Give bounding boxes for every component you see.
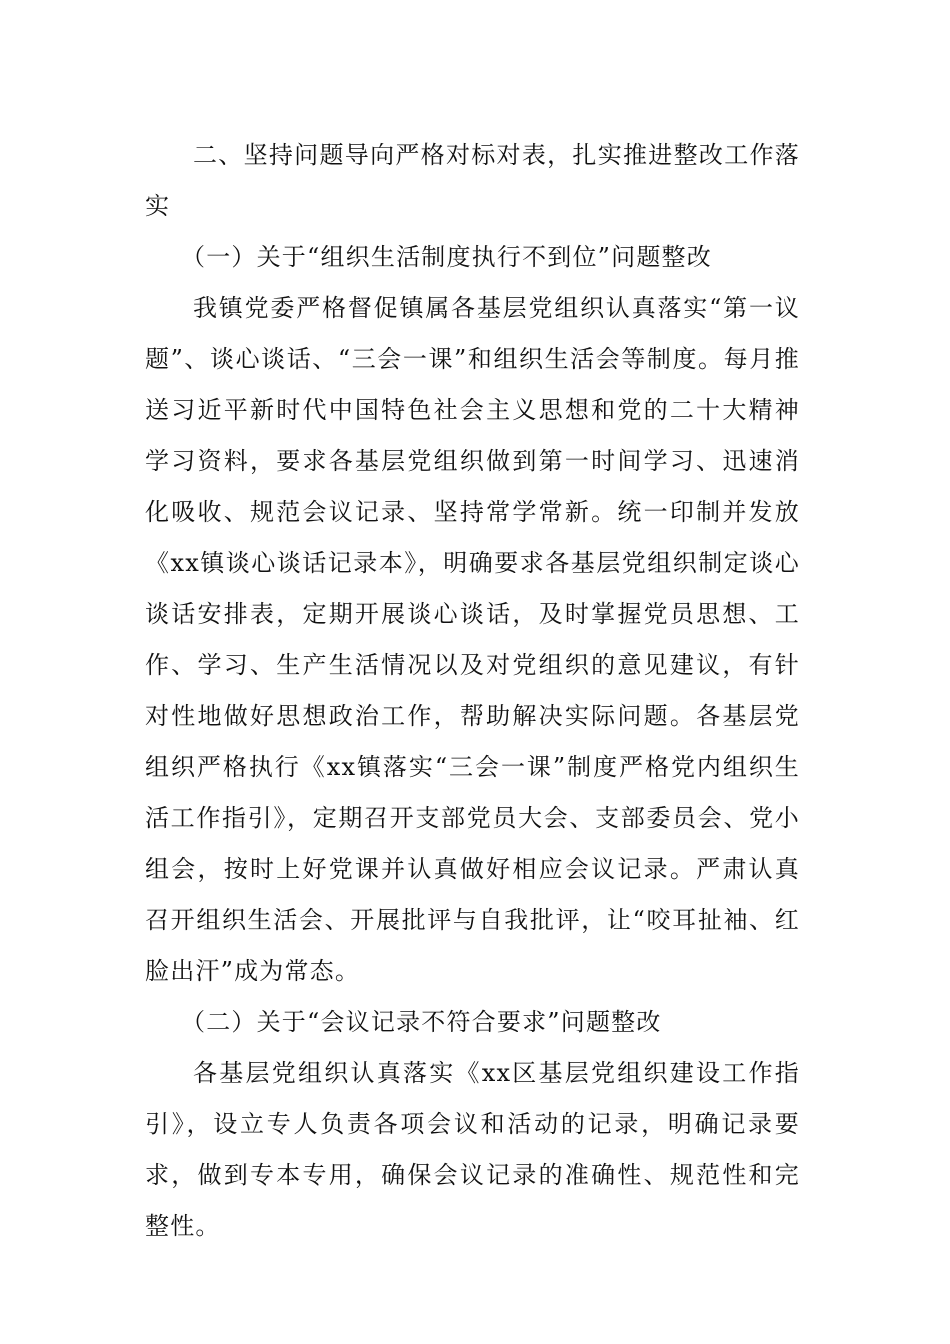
document-body [145, 130, 800, 1252]
subsection-2-paragraph: 各基层党组织认真落实《xx区基层党组织建设工作指引》，设立专人负责各项会议和活动的记录，明确记录要求，做到专本专用，确保会议记录的准确性、规范性和完整性。 [145, 1059, 800, 1240]
section-heading: 二、坚持问题导向严格对标对表，扎实推进整改工作落实 [145, 141, 800, 220]
subsection-1-heading: （一）关于“组织生活制度执行不到位”问题整改 [181, 243, 712, 271]
subsection-2-heading: （二）关于“会议记录不符合要求”问题整改 [181, 1008, 662, 1036]
subsection-1-paragraph: 我镇党委严格督促镇属各基层党组织认真落实“第一议题”、谈心谈话、“三会一课”和组织生活会等制度。每月推送习近平新时代中国特色社会主义思想和党的二十大精神学习资料，要求各基层党组织做到第一时间学习、迅速消化吸收、规范会议记录、坚持常学常新。统一印制并发放《xx镇谈心谈话记录本》，明确要求各基层党组织制定谈心谈话安排表，定期开展谈心谈话，及时掌握党员思想、工作、学习、生产生活情况以及对党组织的意见建议，有针对性地做好思想政治工作，帮助解决实际问题。各基层党组织严格执行《xx镇落实“三会一课”制度严格党内组织生活工作指引》，定期召开支部党员大会、支部委员会、党小组会，按时上好党课并认真做好相应会议记录。严肃认真召开组织生活会、开展批评与自我批评，让“咬耳扯袖、红脸出汗”成为常态。 [145, 294, 800, 985]
